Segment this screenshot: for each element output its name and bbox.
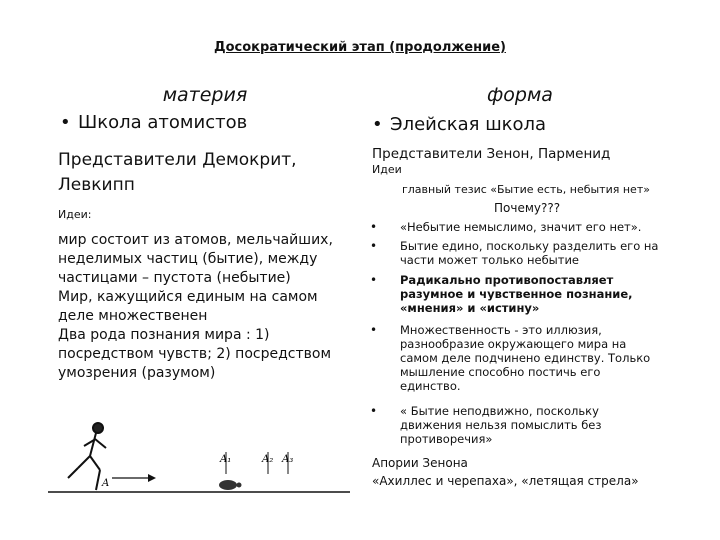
achilles-tortoise-illustration (40, 412, 358, 514)
idea-item (400, 220, 641, 234)
left-representatives (58, 148, 297, 198)
point-label: A₁ (220, 454, 232, 465)
left-heading: материя (162, 84, 248, 106)
left-school-label: Школа атомистов (78, 112, 248, 133)
left-idea-line: частицами – пустота (небытие) (58, 270, 291, 286)
left-idea-line: мир состоит из атомов, мельчайших, (58, 232, 333, 248)
left-idea-line: неделимых частиц (бытие), между (58, 251, 318, 267)
idea-line: Множественность - это иллюзия, (400, 323, 602, 337)
slide-title: Досократический этап (продолжение) (214, 40, 506, 55)
idea-line: Бытие едино, поскольку разделить его на (400, 239, 659, 253)
idea-line: единство. (400, 379, 461, 393)
left-ideas-label: Идеи: (58, 208, 92, 221)
idea-line: самом деле подчинено единству. Только (400, 351, 651, 365)
left-idea-line: умозрения (разумом) (58, 365, 216, 381)
left-ideas (58, 231, 333, 383)
idea-item (400, 323, 650, 393)
left-idea-line: Мир, кажущийся единым на самом (58, 289, 318, 305)
point-label: A (102, 478, 110, 489)
idea-line: Радикально противопоставляет (400, 273, 614, 287)
bullet-dot: • (370, 239, 378, 253)
point-label: A₃ (282, 454, 294, 465)
aporia-examples: «Ахиллес и черепаха», «летящая стрела» (372, 474, 639, 488)
main-thesis: главный тезис «Бытие есть, небытия нет» (402, 183, 650, 196)
right-heading: форма (487, 84, 553, 106)
left-idea-line: деле множественен (58, 308, 208, 324)
idea-line: разнообразие окружающего мира на (400, 337, 627, 351)
runner-figure (68, 423, 106, 490)
right-ideas-label: Идеи (372, 163, 402, 176)
idea-line: «Небытие немыслимо, значит его нет». (400, 220, 642, 234)
idea-line: мышление способно постичь его (400, 365, 601, 379)
right-school-label: Элейская школа (390, 114, 547, 135)
right-school: • Элейская школа (372, 114, 547, 135)
bullet-dot: • (370, 323, 378, 337)
idea-line: « Бытие неподвижно, поскольку (400, 404, 599, 418)
bullet-dot: • (370, 404, 378, 418)
left-rep-line: Левкипп (58, 175, 135, 195)
idea-line: «мнения» и «истину» (400, 301, 540, 315)
idea-line: разумное и чувственное познание, (400, 287, 633, 301)
idea-line: части может только небытие (400, 253, 580, 267)
aporia-title: Апории Зенона (372, 456, 468, 470)
idea-line: движения нельзя помыслить без (400, 418, 602, 432)
idea-item (400, 239, 658, 267)
bullet-dot: • (370, 220, 378, 234)
idea-item (400, 273, 633, 315)
idea-line: противоречия» (400, 432, 493, 446)
point-label: A₂ (262, 454, 274, 465)
tortoise-figure (219, 480, 242, 490)
left-idea-line: Два рода познания мира : 1) (58, 327, 270, 343)
right-representatives: Представители Зенон, Парменид (372, 146, 611, 162)
left-school: • Школа атомистов (60, 112, 248, 133)
bullet-dot: • (370, 273, 378, 287)
left-rep-line: Представители Демокрит, (58, 150, 297, 170)
left-idea-line: посредством чувств; 2) посредством (58, 346, 331, 362)
idea-item (400, 404, 602, 446)
why-question: Почему??? (494, 201, 561, 215)
